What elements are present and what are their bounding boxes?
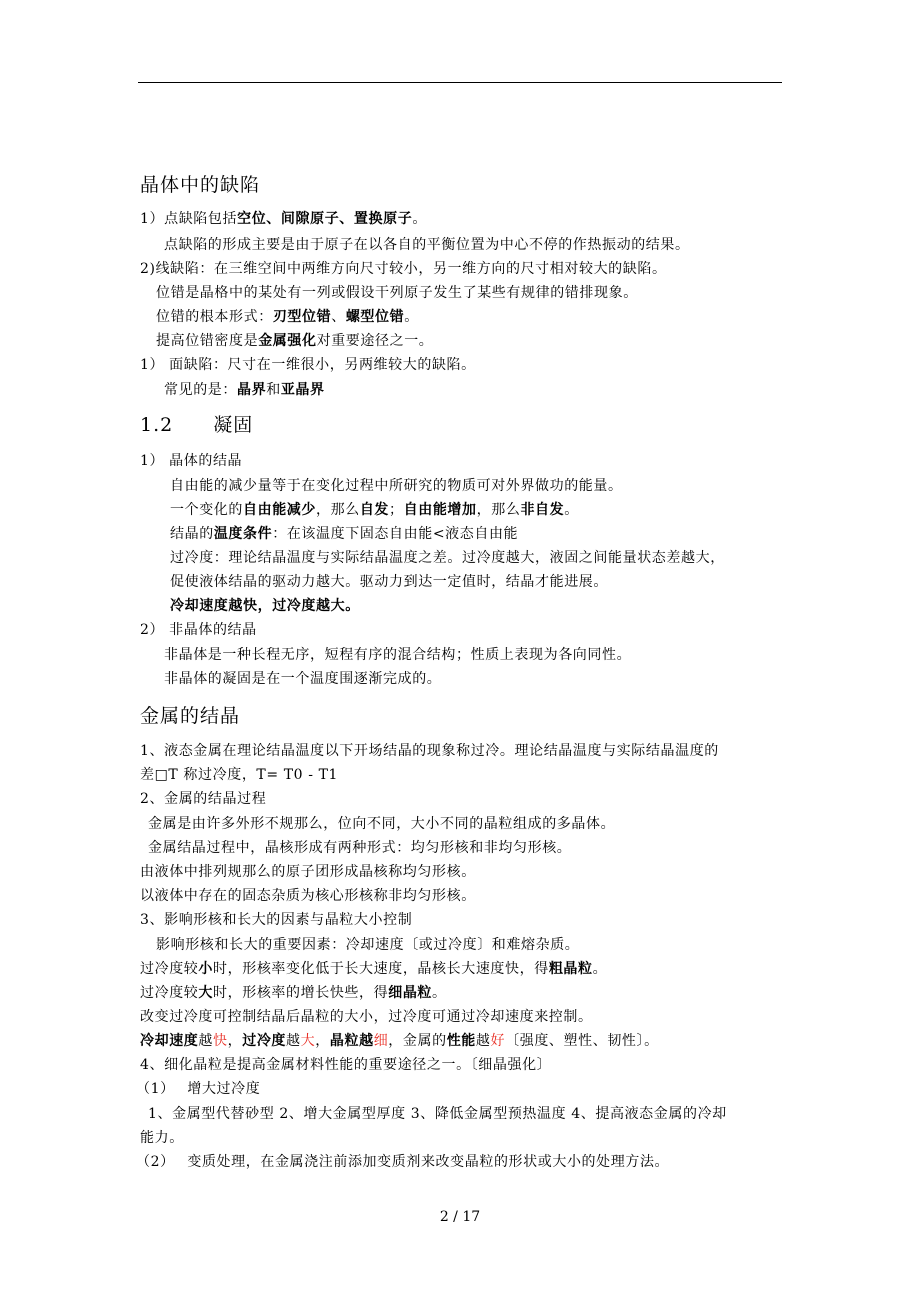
header-rule — [138, 82, 782, 83]
text-line: 过冷度：理论结晶温度与实际结晶温度之差。过冷度越大，液固之间能量状态差越大， — [170, 550, 725, 566]
text-line: 2、金属的结晶过程 — [140, 791, 267, 807]
text-line: 4、细化晶粒是提高金属材料性能的重要途径之一。〔细晶强化〕 — [140, 1057, 552, 1073]
text-line: （1） 增大过冷度 — [136, 1081, 261, 1097]
text-line: 1、金属型代替砂型 2、增大金属型厚度 3、降低金属型预热温度 4、提高液态金属的冷却 — [148, 1106, 727, 1122]
text-line: 金属结晶过程中，晶核形成有两种形式：均匀形核和非均匀形核。 — [148, 840, 572, 856]
text-line: 2)线缺陷：在三维空间中两维方向尺寸较小，另一维方向的尺寸相对较大的缺陷。 — [140, 261, 667, 277]
text-line: 2） 非晶体的结晶 — [140, 622, 257, 638]
text-line: 常见的是：晶界和亚晶界 — [164, 382, 325, 398]
text-line: 以液体中存在的固态杂质为核心形核称非均匀形核。 — [140, 888, 476, 904]
text-line: 影响形核和长大的重要因素：冷却速度〔或过冷度〕和难熔杂质。 — [156, 937, 580, 953]
text-line: 位错是晶格中的某处有一列或假设干列原子发生了某些有规律的错排现象。 — [156, 285, 638, 301]
text-line: 自由能的减少量等于在变化过程中所研究的物质可对外界做功的能量。 — [170, 478, 623, 494]
text-line-bold: 冷却速度越快，过冷度越大。 — [170, 598, 360, 614]
text-line: 非晶体是一种长程无序，短程有序的混合结构；性质上表现为各向同性。 — [164, 647, 632, 663]
section-title-defects: 晶体中的缺陷 — [140, 174, 261, 196]
text-line: 1） 晶体的结晶 — [140, 453, 243, 469]
text-line: 1）点缺陷包括空位、间隙原子、置换原子。 — [140, 211, 427, 227]
text-line: 1） 面缺陷：尺寸在一维很小，另两维较大的缺陷。 — [140, 357, 476, 373]
text-line: 结晶的温度条件：在该温度下固态自由能<液态自由能 — [170, 526, 519, 542]
text-line: 位错的根本形式：刃型位错、螺型位错。 — [156, 309, 419, 325]
text-line: 非晶体的凝固是在一个温度围逐渐完成的。 — [164, 671, 442, 687]
page-number: 2 / 17 — [439, 1209, 481, 1225]
section-title-solidification: 1.2 凝固 — [140, 414, 254, 436]
text-line: 1、液态金属在理论结晶温度以下开场结晶的现象称过冷。理论结晶温度与实际结晶温度的 — [140, 743, 719, 759]
text-line: 3、影响形核和长大的因素与晶粒大小控制 — [140, 912, 413, 928]
text-line: 金属是由许多外形不规那么，位向不同，大小不同的晶粒组成的多晶体。 — [148, 816, 616, 832]
text-line: 改变过冷度可控制结晶后晶粒的大小，过冷度可通过冷却速度来控制。 — [140, 1009, 593, 1025]
text-line-highlight: 冷却速度越快，过冷度越大，晶粒越细，金属的性能越好〔强度、塑性、韧性〕。 — [140, 1033, 659, 1049]
text-line: （2） 变质处理，在金属浇注前添加变质剂来改变晶粒的形状或大小的处理方法。 — [136, 1154, 670, 1170]
text-line: 过冷度较小时，形核率变化低于长大速度，晶核长大速度快，得粗晶粒。 — [140, 961, 608, 977]
text-line: 点缺陷的形成主要是由于原子在以各自的平衡位置为中心不停的作热振动的结果。 — [164, 237, 690, 253]
text-line: 促使液体结晶的驱动力越大。驱动力到达一定值时，结晶才能进展。 — [170, 574, 608, 590]
text-line: 过冷度较大时，形核率的增长快些，得细晶粒。 — [140, 985, 447, 1001]
text-line: 由液体中排列规那么的原子团形成晶核称均匀形核。 — [140, 864, 476, 880]
text-line: 提高位错密度是金属强化对重要途径之一。 — [156, 333, 434, 349]
section-title-metal: 金属的结晶 — [140, 705, 241, 727]
text-line: 能力。 — [140, 1130, 184, 1146]
text-line: 一个变化的自由能减少，那么自发；自由能增加，那么非自发。 — [170, 502, 579, 518]
text-line: 差□T 称过冷度，T= T0 - T1 — [140, 767, 339, 783]
